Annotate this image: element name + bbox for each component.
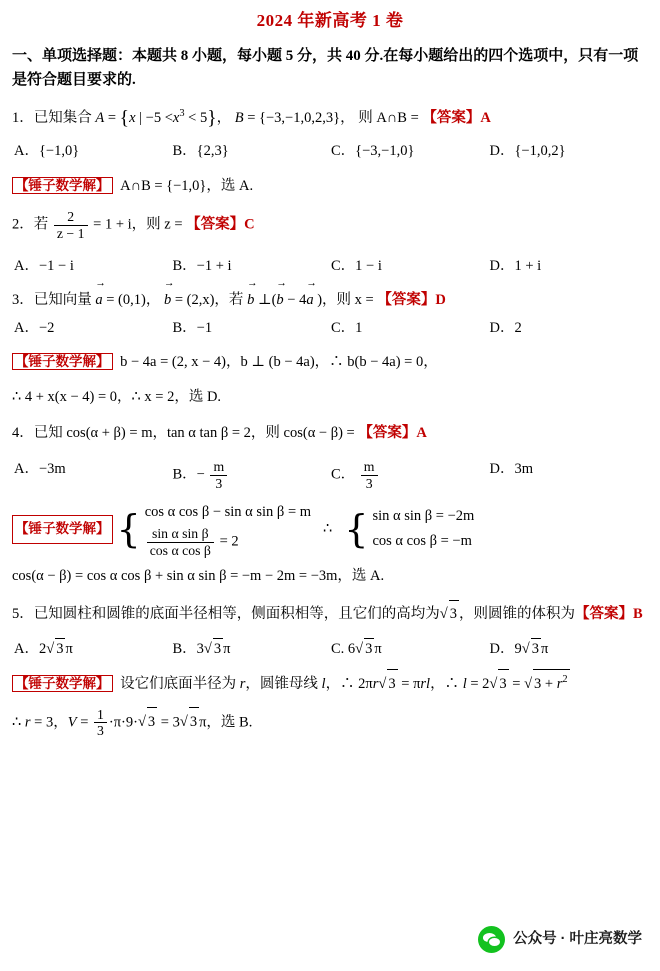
question-3 (12, 287, 648, 314)
q2-option-b[interactable]: B．−1 + i (172, 258, 232, 275)
question-1 (12, 101, 648, 137)
q4-stem: 4．已知 cos(α + β) = m，tan α tan β = 2，则 cos(α − β) = (12, 424, 355, 441)
q4-solution-systems (12, 500, 648, 558)
q5-stem-a: 5．已知圆柱和圆锥的底面半径相等，侧面积相等，且它们的高均为 (12, 605, 440, 622)
q4-solution (12, 500, 648, 590)
q3-answer: D (435, 291, 446, 308)
q4-option-a[interactable]: A．−3m (14, 460, 66, 477)
q1-set-a-pow: 3 (179, 108, 185, 120)
q3-answer-tag: 【答案】 (377, 291, 436, 308)
left-brace-1: { (116, 506, 141, 551)
q1-set-a-label: A (95, 110, 105, 127)
q5-options (14, 638, 648, 661)
q1-then: 则 (358, 110, 373, 127)
q2-option-d[interactable]: D．1 + i (489, 258, 542, 275)
q3-stem-prefix: 3．已知向量 (12, 291, 92, 308)
q1-set-a-upper: < 5 (188, 110, 208, 127)
q2-equation: = 1 + i，则 z = (93, 217, 183, 233)
question-5 (12, 600, 648, 628)
q4-solution-tag: 【锤子数学解】 (12, 515, 113, 543)
q5-solution-line-2: ∴ r = 3，V = $\frac{1}{3}$ ·π·9· √ 3 = 3 √ 3 π，选 B. (12, 707, 648, 740)
q2-frac-numerator: 2 (54, 209, 88, 226)
q1-inter: A∩B = (376, 110, 419, 127)
q3-minus4a: − 4 (287, 291, 307, 308)
page-footer (0, 923, 660, 965)
page-title: 2024 年新高考 1 卷 (256, 11, 404, 30)
wechat-label: 公众号 · 叶庄亮数学 (513, 930, 642, 947)
q3-solution-tag: 【锤子数学解】 (12, 353, 113, 370)
q3-close: )，则 x = (317, 291, 374, 308)
q1-option-a[interactable]: A．{−1,0} (14, 143, 80, 160)
q1-answer: A (480, 110, 491, 127)
q3-vector-b: b → (164, 287, 171, 314)
q3-option-b[interactable]: B．−1 (172, 319, 213, 336)
q4-option-c[interactable]: C． $\frac{m}{3}$ (331, 459, 490, 492)
q1-option-d[interactable]: D．{−1,0,2} (489, 143, 566, 160)
q4-option-b[interactable]: B．− $\frac{m}{3}$ (173, 459, 332, 492)
q1-set-b-label: B (234, 110, 244, 127)
q3-solution-line-1: b − 4a = (2, x − 4)，b ⊥ (b − 4a)，∴ b(b − 4a) = 0， (120, 354, 438, 371)
q3-solution (12, 348, 648, 411)
q4-system-left (145, 500, 311, 558)
q1-set-b: {−3,−1,0,2,3} (259, 110, 341, 127)
q3-perp: ⊥( (257, 291, 277, 308)
q4-system-right (372, 504, 474, 555)
q4-option-d[interactable]: D．3m (489, 460, 533, 477)
q5-stem-sqrt: 3 (449, 600, 459, 628)
q1-answer-tag: 【答案】 (422, 110, 481, 127)
q4-sys-right-line-2: cos α cos β = −m (372, 533, 472, 550)
q1-solution-text: A∩B = {−1,0}，选 A. (120, 178, 254, 195)
question-2 (12, 209, 648, 242)
q4-answer-tag: 【答案】 (358, 424, 417, 441)
q3-option-d[interactable]: D．2 (489, 319, 522, 336)
q1-set-b-value: = {−3,−1,0,2,3}， (247, 110, 355, 127)
q4-sys-left-line-2 (145, 526, 311, 559)
q5-option-c[interactable]: C. 6 √ 3 π (331, 638, 490, 661)
q3-vector-b2: b → (247, 287, 254, 314)
q4-sys-left-frac-den: cos α cos β (149, 542, 211, 558)
q4-options (14, 459, 648, 492)
q5-answer-tag: 【答案】 (574, 605, 633, 622)
q5-stem-b: ，则圆锥的体积为 (458, 605, 575, 622)
q2-answer: C (244, 217, 255, 233)
sqrt-icon (440, 606, 448, 622)
q3-vector-a: a → (95, 287, 102, 314)
q1-option-c[interactable]: C．{−3,−1,0} (331, 143, 415, 160)
q4-solution-last-line: cos(α − β) = cos α cos β + sin α sin β = −m − 2m = −3m，选 A. (12, 568, 385, 585)
q5-solution (12, 669, 648, 739)
q1-option-b[interactable]: B．{2,3} (172, 143, 229, 160)
q1-solution-tag: 【锤子数学解】 (12, 177, 113, 194)
q5-option-a[interactable]: A．2 √ 3 π (14, 638, 173, 661)
q3-a-equation: = (0,1)， (106, 291, 161, 308)
section-heading: 一、单项选择题：本题共 8 小题，每小题 5 分，共 40 分.在每小题给出的四个选项中，只有一项是符合题目要求的. (12, 47, 639, 88)
q1-set-a: = {x | $-5 <x^3 < 5$}， (107, 108, 235, 130)
q1-stem-prefix: 1．已知集合 (12, 110, 92, 127)
q3-vector-b3: b → (276, 287, 283, 314)
q5-solution-tag: 【锤子数学解】 (12, 675, 113, 692)
q4-sys-right-line-1: sin α sin β = −2m (372, 508, 475, 525)
wechat-watermark (478, 926, 642, 953)
q2-fraction (54, 209, 88, 242)
q3-option-a[interactable]: A．−2 (14, 319, 55, 336)
q2-answer-tag: 【答案】 (186, 217, 245, 233)
left-brace-2: { (344, 506, 369, 551)
q5-option-d[interactable]: D．9 √ 3 π (490, 638, 649, 661)
q2-stem-prefix: 2．若 (12, 217, 49, 233)
q4-answer: A (416, 424, 427, 441)
q5-solution-line-1: 设它们底面半径为 r，圆锥母线 l，∴ 2πr √ 3 = πrl，∴ l = 2 √ 3 = √ $3 + r^2$ (120, 676, 569, 692)
q3-b-equation: = (2,x)，若 (174, 291, 244, 308)
q2-options (14, 256, 648, 278)
q3-solution-line-2: ∴ 4 + x(x − 4) = 0，∴ x = 2，选 D. (12, 388, 222, 405)
q4-sys-left-line-1: cos α cos β − sin α sin β = m (144, 504, 312, 521)
q5-option-b[interactable]: B．3 √ 3 π (173, 638, 332, 661)
q1-solution (12, 172, 648, 200)
q1-options (14, 141, 648, 163)
q2-option-c[interactable]: C．1 − i (331, 258, 382, 275)
wechat-icon (478, 926, 505, 953)
q4-sys-left-eq: = 2 (219, 533, 239, 550)
q3-options (14, 318, 648, 340)
q2-frac-denominator: z − 1 (56, 226, 85, 242)
q2-option-a[interactable]: A．−1 − i (14, 258, 74, 275)
question-4 (12, 420, 648, 447)
q1-set-a-cond: −5 < (145, 110, 173, 127)
q3-option-c[interactable]: C．1 (331, 319, 363, 336)
q3-vector-a2: a → (306, 287, 313, 314)
q4-therefore: ∴ (323, 521, 333, 538)
q4-sys-left-frac-num: sin α sin β (147, 526, 214, 543)
q5-answer: B (632, 605, 643, 622)
